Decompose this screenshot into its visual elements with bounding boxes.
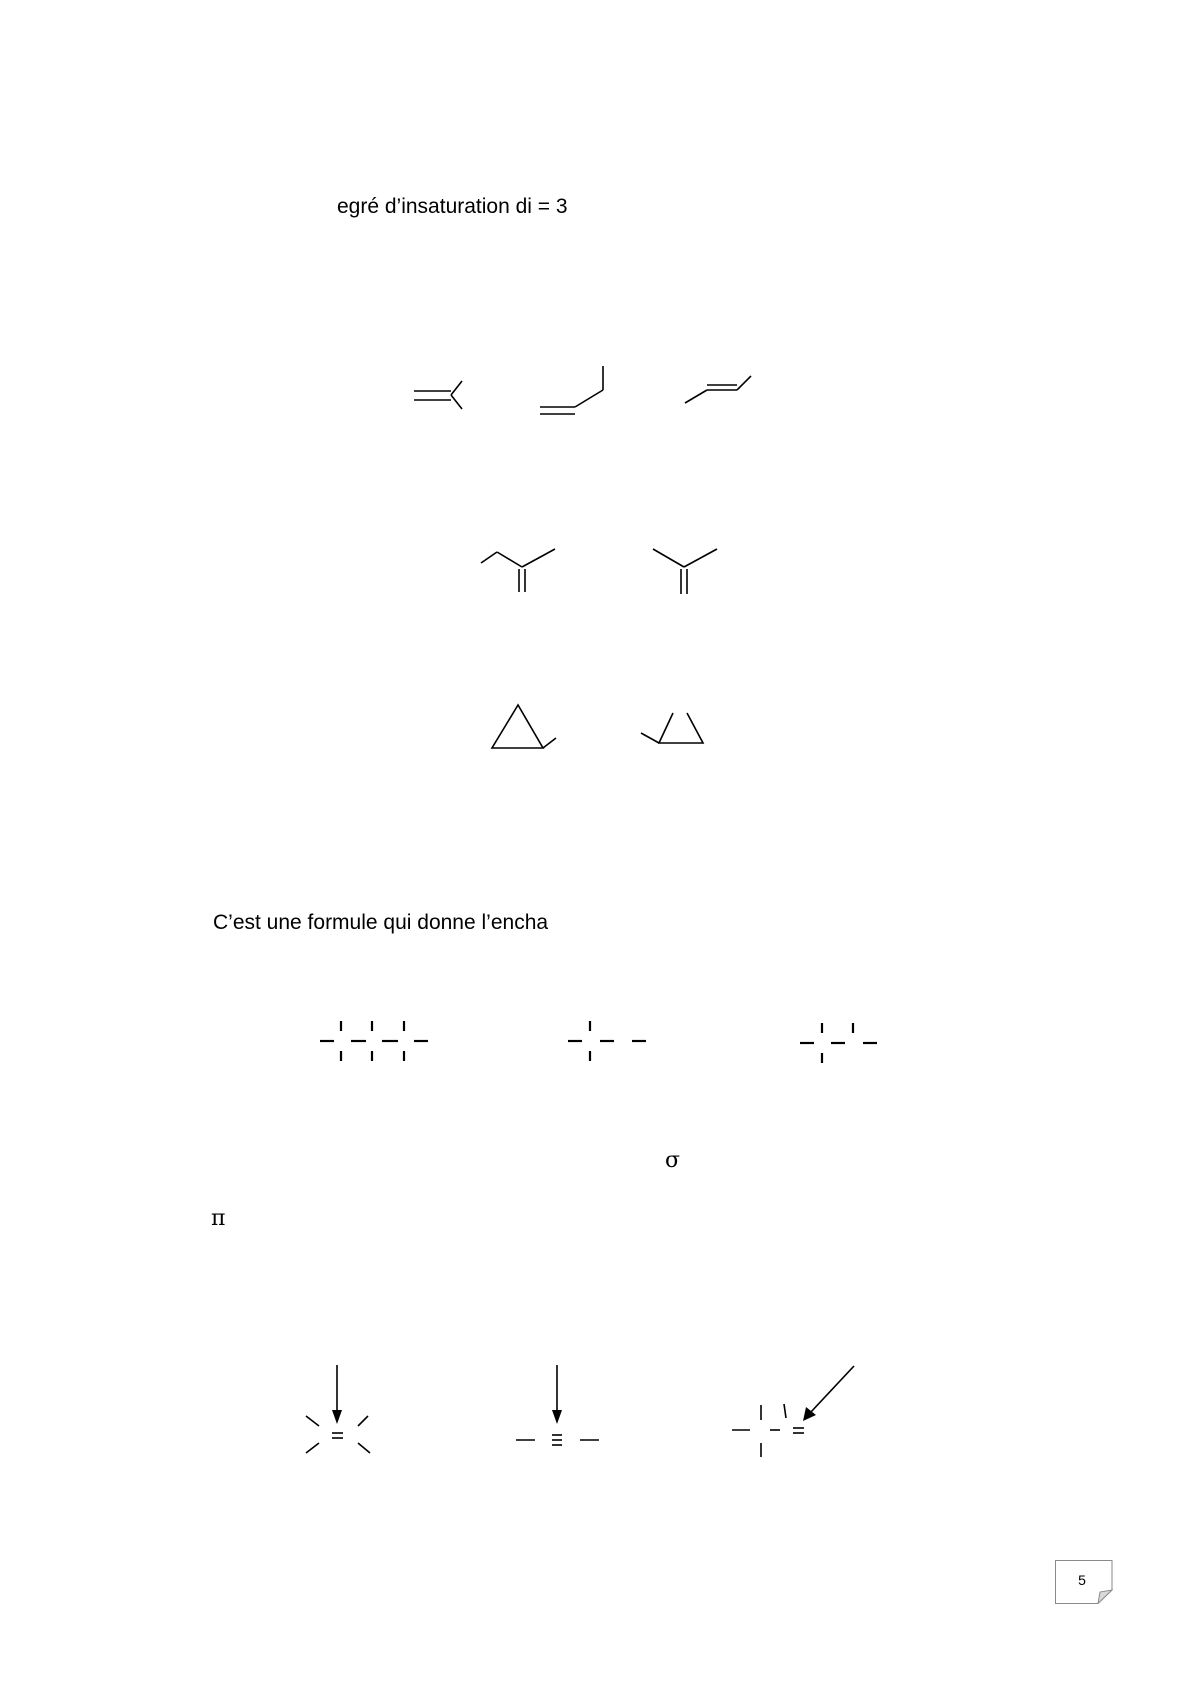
- page-number-badge: [1055, 1560, 1113, 1604]
- expanded-formula-alkene: [800, 1023, 877, 1063]
- skeletal-formula-2-butene: [685, 376, 751, 403]
- double-bond-arrow-diagram: [306, 1365, 370, 1453]
- degree-of-unsaturation-text: egré d’insaturation di = 3: [337, 195, 568, 218]
- skeletal-formula-1-butene: [540, 366, 603, 414]
- pi-symbol: π: [211, 1206, 226, 1231]
- skeletal-formula-methylcyclopropane: [492, 705, 556, 748]
- triple-bond-arrow-diagram: [516, 1365, 599, 1445]
- alkene-arrow-diagram: [732, 1366, 854, 1457]
- sigma-symbol: σ: [665, 1148, 681, 1173]
- skeletal-formula-2-methyl-1-butene: [481, 549, 555, 592]
- skeletal-formula-2-methylpropene: [414, 381, 462, 409]
- skeletal-formula-isobutene: [653, 549, 717, 594]
- formula-description-text: C’est une formule qui donne l’encha: [213, 911, 549, 934]
- skeletal-formula-methylcyclopropane-alt: [641, 713, 703, 743]
- expanded-formula-propene: [568, 1021, 646, 1061]
- expanded-formula-butane: [320, 1021, 428, 1061]
- page-number: 5: [1078, 1572, 1086, 1588]
